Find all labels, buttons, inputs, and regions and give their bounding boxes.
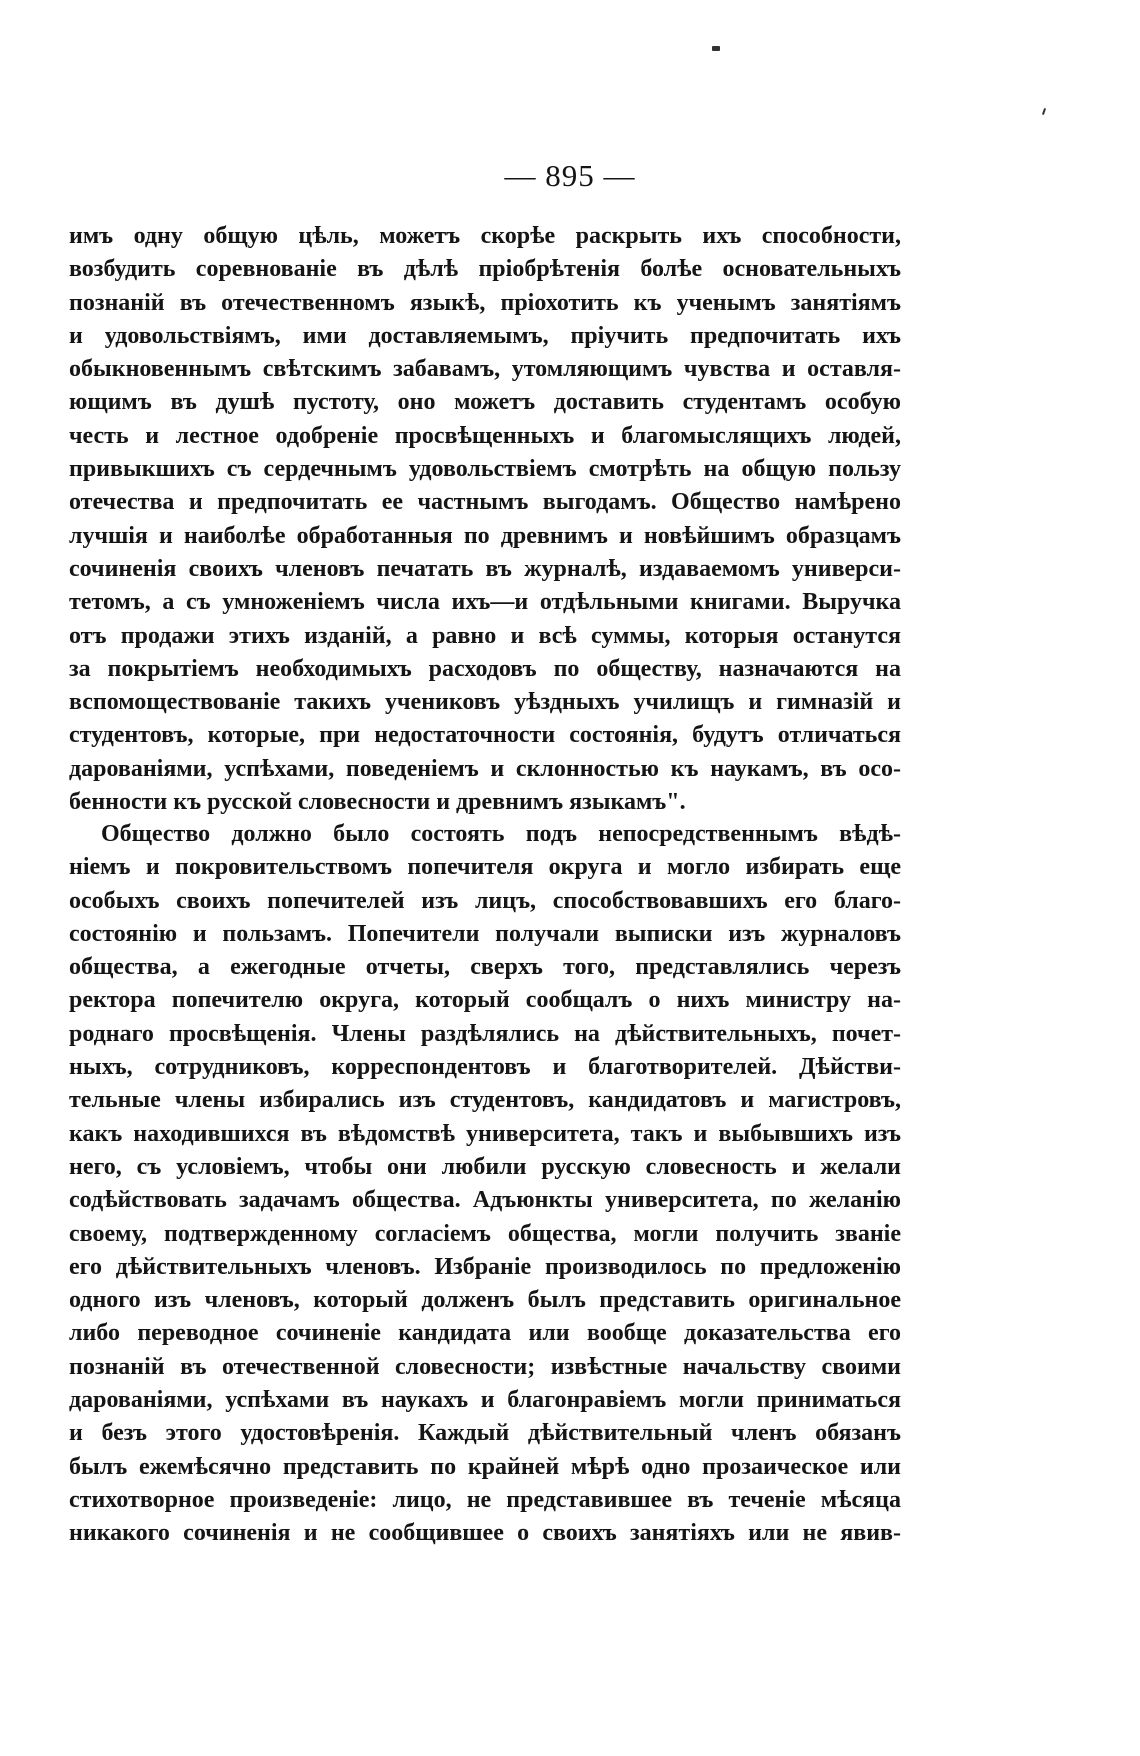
text-line: и удовольствіямъ, ими доставляемымъ, пріучить предпочитать ихъ xyxy=(69,322,901,349)
scan-speck xyxy=(712,46,720,51)
text-line: ректора попечителю округа, который сообщалъ о нихъ министру на- xyxy=(69,987,901,1014)
text-line: ніемъ и покровительствомъ попечителя округа и могло избирать еще xyxy=(69,854,901,881)
text-line: особыхъ своихъ попечителей изъ лицъ, способствовавшихъ его благо- xyxy=(69,887,901,914)
text-line: лучшія и наиболѣе обработанныя по древнимъ и новѣйшимъ образцамъ xyxy=(69,522,901,549)
text-line: обыкновеннымъ свѣтскимъ забавамъ, утомляющимъ чувства и оставля- xyxy=(69,356,901,383)
text-line: Общество должно было состоять подъ непосредственнымъ вѣдѣ- xyxy=(101,821,901,847)
text-line: состоянію и пользамъ. Попечители получали выписки изъ журналовъ xyxy=(69,920,901,947)
text-line: тетомъ, а съ умноженіемъ числа ихъ—и отдѣльными книгами. Выручка xyxy=(69,589,901,616)
text-line: содѣйствовать задачамъ общества. Адъюнкты университета, по желанію xyxy=(69,1187,901,1214)
text-line: и безъ этого удостовѣренія. Каждый дѣйствительный членъ обязанъ xyxy=(69,1420,901,1447)
text-line: своему, подтвержденному согласіемъ общества, могли получить званіе xyxy=(69,1220,901,1247)
text-line: общества, а ежегодные отчеты, сверхъ того, представлялись черезъ xyxy=(69,954,901,981)
text-line: никакого сочиненія и не сообщившее о своихъ занятіяхъ или не явив- xyxy=(69,1520,901,1547)
text-line: былъ ежемѣсячно представить по крайней мѣрѣ одно прозаическое или xyxy=(69,1453,901,1480)
page-number: — 895 — xyxy=(504,158,636,193)
text-line: либо переводное сочиненіе кандидата или вообще доказательства его xyxy=(69,1320,901,1347)
text-line: одного изъ членовъ, который долженъ былъ представить оригинальное xyxy=(69,1287,901,1314)
paragraph-2 xyxy=(69,818,901,1551)
text-line: имъ одну общую цѣль, можетъ скорѣе раскрыть ихъ способности, xyxy=(69,223,901,249)
text-line: дарованіями, успѣхами, поведеніемъ и склонностью къ наукамъ, въ осо- xyxy=(69,755,901,782)
text-line: отъ продажи этихъ изданій, а равно и всѣ суммы, которыя останутся xyxy=(69,622,901,649)
text-line: возбудить соревнованіе въ дѣлѣ пріобрѣтенія болѣе основательныхъ xyxy=(69,256,901,283)
text-line: бенности къ русской словесности и древнимъ языкамъ". xyxy=(69,789,686,816)
text-line: какъ находившихся въ вѣдомствѣ университета, такъ и выбывшихъ изъ xyxy=(69,1120,901,1147)
text-line: студентовъ, которые, при недостаточности состоянія, будутъ отличаться xyxy=(69,722,901,749)
text-line: привыкшихъ съ сердечнымъ удовольствіемъ смотрѣть на общую пользу xyxy=(69,456,901,483)
text-line: познаній въ отечественной словесности; извѣстные начальству своими xyxy=(69,1353,901,1380)
text-line: его дѣйствительныхъ членовъ. Избраніе производилось по предложенію xyxy=(69,1253,901,1280)
text-line: честь и лестное одобреніе просвѣщенныхъ и благомыслящихъ людей, xyxy=(69,422,901,449)
paragraph-1 xyxy=(69,220,901,819)
text-line: роднаго просвѣщенія. Члены раздѣлялись на дѣйствительныхъ, почет- xyxy=(69,1020,901,1047)
text-line: сочиненія своихъ членовъ печатать въ журналѣ, издаваемомъ универси- xyxy=(69,555,901,582)
text-line: тельные члены избирались изъ студентовъ, кандидатовъ и магистровъ, xyxy=(69,1087,901,1114)
text-line: стихотворное произведеніе: лицо, не представившее въ теченіе мѣсяца xyxy=(69,1486,901,1513)
text-line: отечества и предпочитать ее частнымъ выгодамъ. Общество намѣрено xyxy=(69,489,901,516)
text-line: него, съ условіемъ, чтобы они любили русскую словесность и желали xyxy=(69,1153,901,1180)
text-line: ющимъ въ душѣ пустоту, оно можетъ доставить студентамъ особую xyxy=(69,389,901,416)
text-line: вспомоществованіе такихъ учениковъ уѣздныхъ училищъ и гимназій и xyxy=(69,689,901,716)
text-line: познаній въ отечественномъ языкѣ, пріохотить къ ученымъ занятіямъ xyxy=(69,289,901,316)
scan-speck xyxy=(1042,108,1046,115)
text-line: дарованіями, успѣхами въ наукахъ и благонравіемъ могли приниматься xyxy=(69,1387,901,1414)
text-line: ныхъ, сотрудниковъ, корреспондентовъ и благотворителей. Дѣйстви- xyxy=(69,1054,901,1081)
text-line: за покрытіемъ необходимыхъ расходовъ по обществу, назначаются на xyxy=(69,655,901,682)
